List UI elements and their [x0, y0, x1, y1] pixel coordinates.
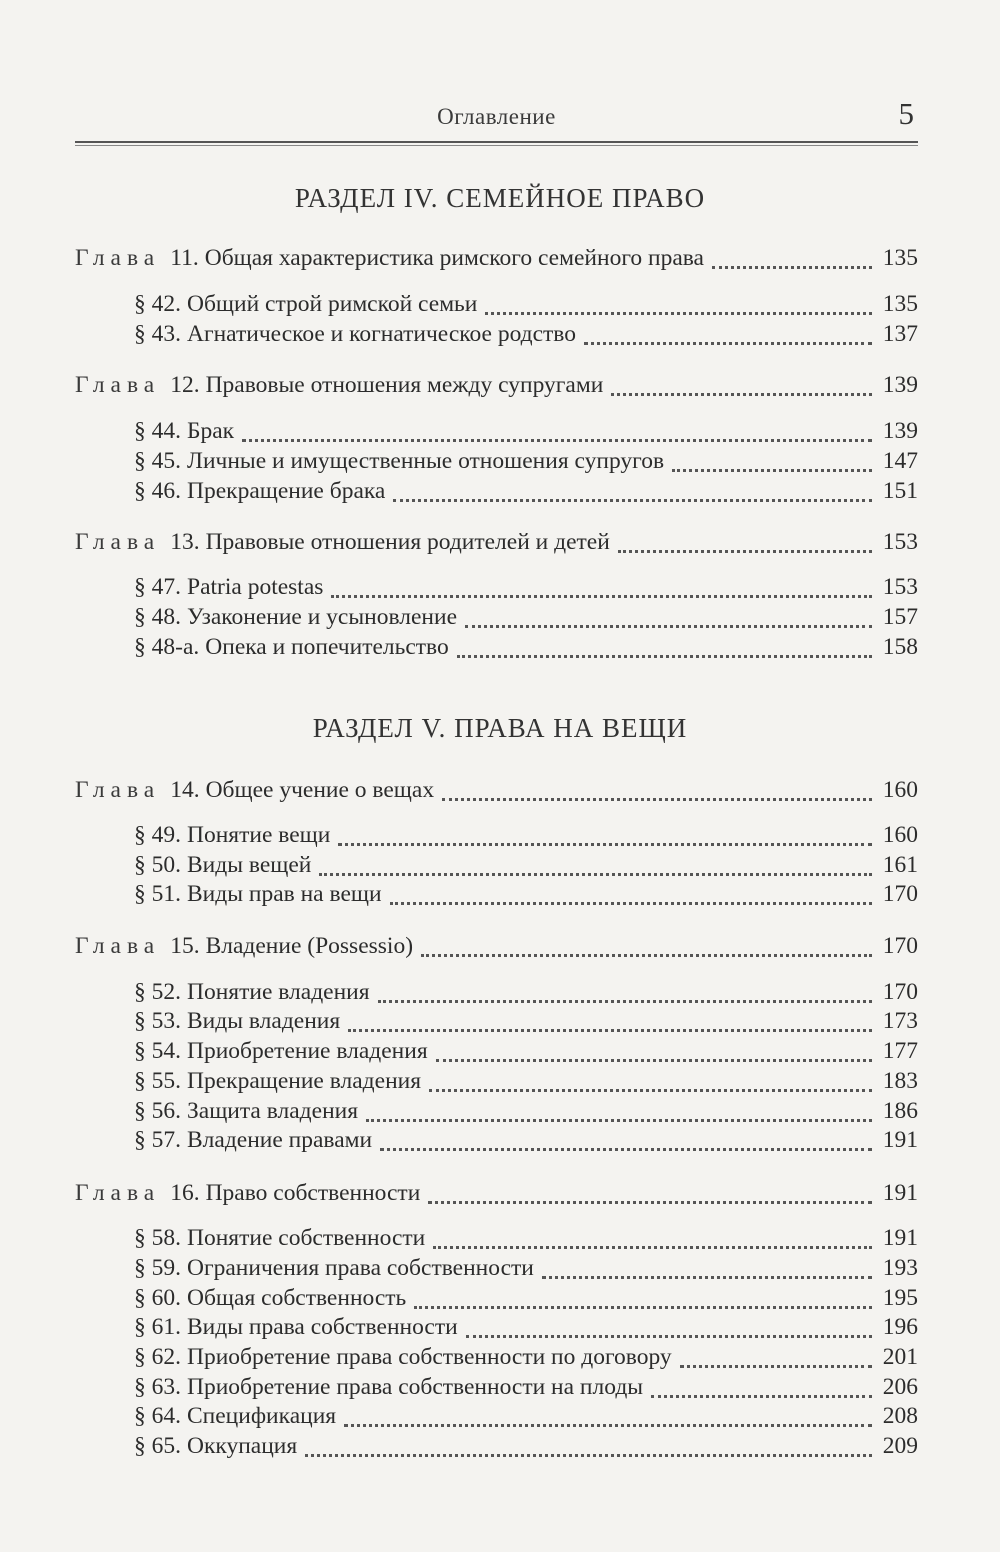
- paragraph-number: § 60.: [134, 1285, 181, 1311]
- paragraph-number: § 65.: [134, 1433, 181, 1459]
- page-ref: 151: [882, 478, 918, 504]
- dot-leader: [421, 954, 872, 957]
- dot-leader: [242, 439, 872, 442]
- paragraph-title: Общий строй римской семьи: [187, 291, 478, 317]
- paragraph-title: Приобретение владения: [187, 1038, 428, 1064]
- page-ref: 160: [882, 777, 918, 803]
- paragraph-number: § 63.: [134, 1374, 181, 1400]
- page-ref: 191: [882, 1180, 918, 1206]
- toc-paragraph-entry[interactable]: [134, 1285, 918, 1315]
- paragraph-number: § 62.: [134, 1344, 181, 1370]
- paragraph-title: Ограничения права собственности: [187, 1255, 534, 1281]
- paragraph-number: § 53.: [134, 1008, 181, 1034]
- paragraph-title: Приобретение права собственности на плоды: [187, 1374, 644, 1400]
- page-ref: 195: [882, 1285, 918, 1311]
- header-title: Оглавление: [437, 104, 556, 129]
- page-ref: 209: [882, 1433, 918, 1459]
- chapter-title: Правовые отношения между супругами: [205, 372, 604, 398]
- toc-chapter-entry[interactable]: [75, 529, 918, 559]
- paragraph-title: Виды владения: [187, 1008, 341, 1034]
- paragraph-number: § 64.: [134, 1403, 181, 1429]
- dot-leader: [319, 873, 872, 876]
- page-ref: 137: [882, 321, 918, 347]
- page-ref: 160: [882, 822, 918, 848]
- page-ref: 147: [882, 448, 918, 474]
- page-ref: 170: [882, 881, 918, 907]
- toc-paragraph-entry[interactable]: [134, 1068, 918, 1098]
- toc-paragraph-entry[interactable]: [134, 1344, 918, 1374]
- toc-paragraph-entry[interactable]: [134, 1403, 918, 1433]
- page-ref: 139: [882, 372, 918, 398]
- toc-paragraph-entry[interactable]: [134, 852, 918, 882]
- page-ref: 170: [882, 933, 918, 959]
- paragraph-number: § 61.: [134, 1314, 181, 1340]
- chapter-word: Глава: [75, 372, 161, 398]
- chapter-number: 13.: [170, 529, 200, 555]
- dot-leader: [680, 1365, 872, 1368]
- dot-leader: [338, 843, 872, 846]
- page-ref: 177: [882, 1038, 918, 1064]
- paragraph-title: Виды вещей: [187, 852, 312, 878]
- toc-paragraph-entry[interactable]: [134, 291, 918, 321]
- paragraph-number: § 45.: [134, 448, 181, 474]
- page-ref: 153: [882, 529, 918, 555]
- header-rule-thin: [75, 145, 918, 146]
- dot-leader: [712, 266, 872, 269]
- chapter-title: Общее учение о вещах: [205, 777, 435, 803]
- page-ref: 193: [882, 1255, 918, 1281]
- header-rule: [75, 141, 918, 143]
- toc-paragraph-entry[interactable]: [134, 1038, 918, 1068]
- paragraph-number: § 52.: [134, 979, 181, 1005]
- paragraph-title: Брак: [187, 418, 235, 444]
- page-ref: 201: [882, 1344, 918, 1370]
- dot-leader: [344, 1424, 872, 1427]
- chapter-title: Общая характеристика римского семейного права: [204, 245, 704, 271]
- paragraph-number: § 57.: [134, 1127, 181, 1153]
- toc-paragraph-entry[interactable]: [134, 448, 918, 478]
- dot-leader: [393, 499, 872, 502]
- page-ref: 158: [882, 634, 918, 660]
- paragraph-number: § 42.: [134, 291, 181, 317]
- dot-leader: [611, 393, 872, 396]
- paragraph-title: Опека и попечительство: [205, 634, 449, 660]
- dot-leader: [465, 625, 872, 628]
- chapter-number: 15.: [170, 933, 200, 959]
- toc-paragraph-entry[interactable]: [134, 1433, 918, 1463]
- chapter-word: Глава: [75, 933, 161, 959]
- dot-leader: [442, 798, 872, 801]
- paragraph-title: Patria potestas: [187, 574, 324, 600]
- chapter-word: Глава: [75, 529, 161, 555]
- paragraph-number: § 46.: [134, 478, 181, 504]
- chapter-number: 16.: [170, 1180, 200, 1206]
- chapter-number: 12.: [170, 372, 200, 398]
- page-ref: 173: [882, 1008, 918, 1034]
- paragraph-title: Понятие вещи: [187, 822, 331, 848]
- dot-leader: [433, 1246, 872, 1249]
- toc-chapter-entry[interactable]: [75, 245, 918, 275]
- paragraph-title: Оккупация: [187, 1433, 298, 1459]
- page-ref: 135: [882, 245, 918, 271]
- toc-paragraph-entry[interactable]: [134, 418, 918, 448]
- paragraph-title: Виды прав на вещи: [187, 881, 382, 907]
- paragraph-title: Личные и имущественные отношения супругов: [187, 448, 665, 474]
- paragraph-title: Виды права собственности: [187, 1314, 458, 1340]
- paragraph-number: § 48.: [134, 604, 181, 630]
- page-ref: 191: [882, 1225, 918, 1251]
- toc-chapter-entry[interactable]: [75, 1180, 918, 1210]
- toc-paragraph-entry[interactable]: [134, 574, 918, 604]
- paragraph-number: § 56.: [134, 1098, 181, 1124]
- page-ref: 208: [882, 1403, 918, 1429]
- dot-leader: [584, 342, 872, 345]
- paragraph-number: § 50.: [134, 852, 181, 878]
- page-ref: 183: [882, 1068, 918, 1094]
- chapter-word: Глава: [75, 245, 161, 271]
- section-title: РАЗДЕЛ V. ПРАВА НА ВЕЩИ: [312, 713, 688, 743]
- page-ref: 170: [882, 979, 918, 1005]
- toc-paragraph-entry[interactable]: [134, 634, 918, 664]
- dot-leader: [651, 1395, 872, 1398]
- dot-leader: [485, 312, 872, 315]
- page-ref: 161: [882, 852, 918, 878]
- page-ref: 153: [882, 574, 918, 600]
- paragraph-number: § 54.: [134, 1038, 181, 1064]
- paragraph-number: § 47.: [134, 574, 181, 600]
- paragraph-title: Прекращение брака: [187, 478, 386, 504]
- chapter-word: Глава: [75, 777, 161, 803]
- dot-leader: [436, 1059, 872, 1062]
- toc-paragraph-entry[interactable]: [134, 1098, 918, 1128]
- chapter-number: 14.: [170, 777, 200, 803]
- toc-paragraph-entry[interactable]: [134, 1225, 918, 1255]
- page-ref: 186: [882, 1098, 918, 1124]
- paragraph-number: § 51.: [134, 881, 181, 907]
- paragraph-title: Спецификация: [187, 1403, 337, 1429]
- dot-leader: [378, 1000, 872, 1003]
- toc-paragraph-entry[interactable]: [134, 1127, 918, 1157]
- paragraph-title: Общая собственность: [187, 1285, 407, 1311]
- paragraph-title: Понятие владения: [187, 979, 370, 1005]
- toc-chapter-entry[interactable]: [75, 933, 918, 963]
- dot-leader: [428, 1201, 872, 1204]
- paragraph-number: § 58.: [134, 1225, 181, 1251]
- running-header: [75, 96, 918, 136]
- toc-paragraph-entry[interactable]: [134, 1374, 918, 1404]
- paragraph-number: § 44.: [134, 418, 181, 444]
- dot-leader: [457, 655, 872, 658]
- toc-paragraph-entry[interactable]: [134, 822, 918, 852]
- section-title: РАЗДЕЛ IV. СЕМЕЙНОЕ ПРАВО: [294, 183, 706, 213]
- dot-leader: [466, 1335, 872, 1338]
- paragraph-title: Защита владения: [187, 1098, 359, 1124]
- toc-paragraph-entry[interactable]: [134, 881, 918, 911]
- chapter-number: 11.: [170, 245, 199, 271]
- chapter-title: Право собственности: [205, 1180, 421, 1206]
- paragraph-title: Владение правами: [187, 1127, 373, 1153]
- toc-chapter-entry[interactable]: [75, 372, 918, 402]
- paragraph-number: § 55.: [134, 1068, 181, 1094]
- toc-paragraph-entry[interactable]: [134, 478, 918, 508]
- toc-paragraph-entry[interactable]: [134, 1008, 918, 1038]
- page-ref: 206: [882, 1374, 918, 1400]
- page-ref: 196: [882, 1314, 918, 1340]
- dot-leader: [618, 550, 872, 553]
- dot-leader: [414, 1306, 872, 1309]
- toc-paragraph-entry[interactable]: [134, 1255, 918, 1285]
- paragraph-title: Прекращение владения: [187, 1068, 422, 1094]
- page-ref: 191: [882, 1127, 918, 1153]
- dot-leader: [429, 1089, 872, 1092]
- page-ref: 157: [882, 604, 918, 630]
- paragraph-number: § 48-а.: [134, 634, 200, 660]
- paragraph-title: Приобретение права собственности по договору: [187, 1344, 672, 1370]
- page-ref: 139: [882, 418, 918, 444]
- toc-paragraph-entry[interactable]: [134, 321, 918, 351]
- toc-chapter-entry[interactable]: [75, 777, 918, 807]
- paragraph-number: § 49.: [134, 822, 181, 848]
- dot-leader: [542, 1276, 872, 1279]
- toc-paragraph-entry[interactable]: [134, 604, 918, 634]
- paragraph-number: § 59.: [134, 1255, 181, 1281]
- dot-leader: [390, 902, 872, 905]
- page-number: 5: [898, 96, 914, 131]
- paragraph-number: § 43.: [134, 321, 181, 347]
- dot-leader: [331, 595, 872, 598]
- toc-paragraph-entry[interactable]: [134, 979, 918, 1009]
- paragraph-title: Понятие собственности: [187, 1225, 426, 1251]
- dot-leader: [366, 1119, 872, 1122]
- dot-leader: [348, 1029, 872, 1032]
- paragraph-title: Узаконение и усыновление: [187, 604, 457, 630]
- dot-leader: [305, 1454, 872, 1457]
- chapter-title: Владение (Possessio): [205, 933, 414, 959]
- chapter-title: Правовые отношения родителей и детей: [205, 529, 610, 555]
- paragraph-title: Агнатическое и когнатическое родство: [187, 321, 576, 347]
- chapter-word: Глава: [75, 1180, 161, 1206]
- dot-leader: [672, 469, 872, 472]
- page-ref: 135: [882, 291, 918, 317]
- dot-leader: [380, 1148, 872, 1151]
- toc-paragraph-entry[interactable]: [134, 1314, 918, 1344]
